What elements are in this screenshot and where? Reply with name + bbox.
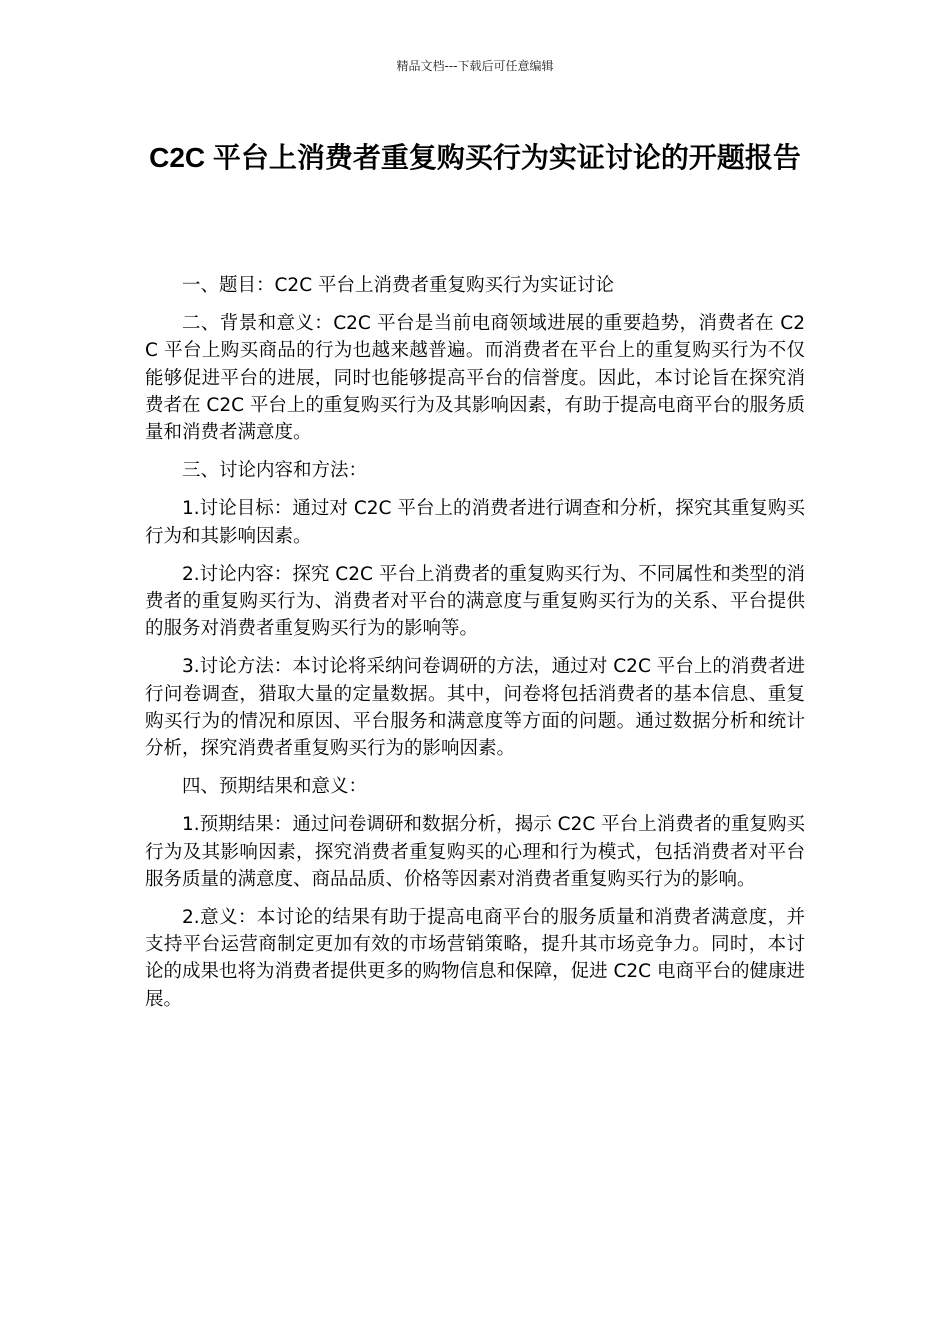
page-header-note: 精品文档---下载后可任意编辑 [396,59,554,73]
significance-paragraph: 2.意义：本讨论的结果有助于提高电商平台的服务质量和消费者满意度，并支持平台运营商制定更加有效的市场营销策略，提升其市场竞争力。同时，本讨论的成果也将为消费者提供更多的购物信息和保障，促进 C2C 电商平台的健康进展。 [145,907,805,1010]
section-topic: 一、题目：C2C 平台上消费者重复购买行为实证讨论 [182,275,614,296]
research-content-paragraph: 2.讨论内容：探究 C2C 平台上消费者的重复购买行为、不同属性和类型的消费者的重复购买行为、消费者对平台的满意度与重复购买行为的关系、平台提供的服务对消费者重复购买行为的影响等。 [145,563,805,640]
research-goal-paragraph: 1.讨论目标：通过对 C2C 平台上的消费者进行调查和分析，探究其重复购买行为和其影响因素。 [145,498,805,547]
document-title: C2C 平台上消费者重复购买行为实证讨论的开题报告 [149,142,801,173]
document-body [145,272,805,1024]
research-method-paragraph: 3.讨论方法：本讨论将采纳问卷调研的方法，通过对 C2C 平台上的消费者进行问卷调查，猎取大量的定量数据。其中，问卷将包括消费者的基本信息、重复购买行为的情况和原因、平台服务和满意度等方面的问题。通过数据分析和统计分析，探究消费者重复购买行为的影响因素。 [145,656,805,760]
section-expected-results-heading: 四、预期结果和意义： [182,776,368,798]
section-background: 二、背景和意义：C2C 平台是当前电商领域进展的重要趋势，消费者在 C2C 平台上购买商品的行为也越来越普遍。而消费者在平台上的重复购买行为不仅能够促进平台的进展，同时也能够提高平台的信誉度。因此，本讨论旨在探究消费者在 C2C 平台上的重复购买行为及其影响因素，有助于提高电商平台的服务质量和消费者满意度。 [145,313,805,444]
section-content-methods-heading: 三、讨论内容和方法： [182,460,368,482]
expected-results-paragraph: 1.预期结果：通过问卷调研和数据分析，揭示 C2C 平台上消费者的重复购买行为及其影响因素，探究消费者重复购买的心理和行为模式，包括消费者对平台服务质量的满意度、商品品质、价格等因素对消费者重复购买行为的影响。 [145,814,805,890]
